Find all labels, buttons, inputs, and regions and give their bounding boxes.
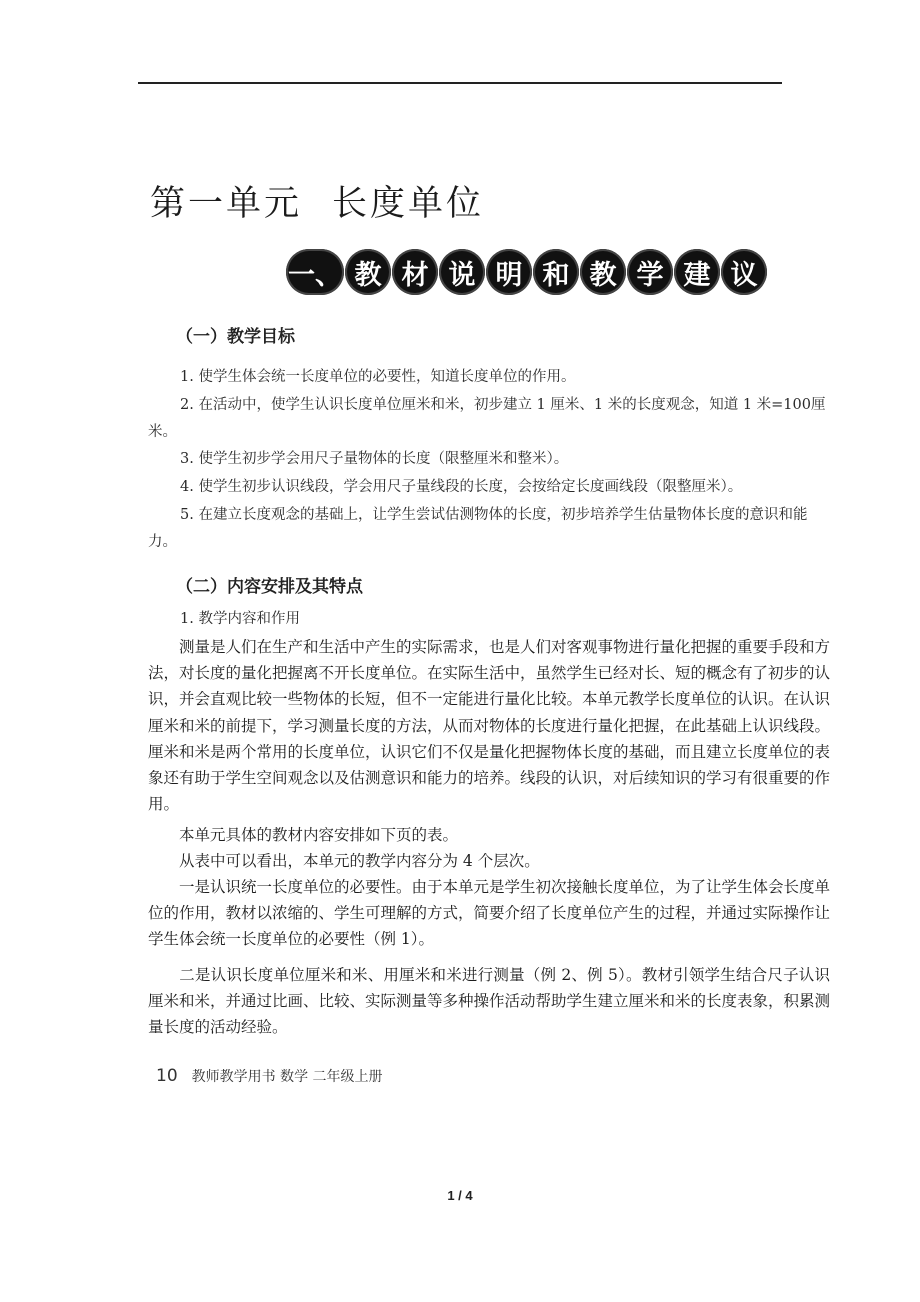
banner-char: 说 — [439, 249, 485, 295]
banner-char: 材 — [392, 249, 438, 295]
banner-char: 教 — [345, 249, 391, 295]
banner-char: 一、 — [286, 249, 344, 295]
goal-item: 1. 使学生体会统一长度单位的必要性，知道长度单位的作用。 — [180, 369, 576, 385]
chapter-name: 长度单位 — [332, 184, 485, 224]
banner-char: 和 — [533, 249, 579, 295]
section-heading-content: （二）内容安排及其特点 — [176, 577, 363, 597]
goal-item: 4. 使学生初步认识线段，学会用尺子量线段的长度，会按给定长度画线段（限整厘米）。 — [180, 479, 743, 495]
banner-char: 建 — [674, 249, 720, 295]
body-paragraph: 本单元具体的教材内容安排如下页的表。 — [179, 826, 459, 844]
banner-char: 议 — [721, 249, 767, 295]
page-indicator: 1 / 4 — [447, 1188, 473, 1203]
goal-item: 3. 使学生初步学会用尺子量物体的长度（限整厘米和整米）。 — [180, 451, 569, 467]
body-paragraph: 二是认识长度单位厘米和米、用厘米和米进行测量（例 2、例 5）。教材引领学生结合尺子认识厘米和米，并通过比画、比较、实际测量等多种操作活动帮助学生建立厘米和米的长度表象，积累测量长度的活动经验。 — [148, 966, 831, 1037]
page-footer — [156, 1066, 383, 1086]
body-paragraph: 测量是人们在生产和生活中产生的实际需求，也是人们对客观事物进行量化把握的重要手段和方法，对长度的量化把握离不开长度单位。在实际生活中，虽然学生已经对长、短的概念有了初步的认识，并会直观比较一些物体的长短，但不一定能进行量化比较。本单元教学长度单位的认识。在认识厘米和米的前提下，学习测量长度的方法，从而对物体的长度进行量化把握，在此基础上认识线段。厘米和米是两个常用的长度单位，认识它们不仅是量化把握物体长度的基础，而且建立长度单位的表象还有助于学生空间观念以及估测意识和能力的培养。线段的认识，对后续知识的学习有很重要的作用。 — [148, 638, 831, 814]
section-banner — [286, 246, 768, 298]
body-paragraph: 一是认识统一长度单位的必要性。由于本单元是学生初次接触长度单位，为了让学生体会长度单位的作用，教材以浓缩的、学生可理解的方式，简要介绍了长度单位产生的过程，并通过实际操作让学生体会统一长度单位的必要性（例 1）。 — [148, 878, 831, 949]
goal-item: 2. 在活动中，使学生认识长度单位厘米和米，初步建立 1 厘米、1 米的长度观念，知道 1 米=100厘米。 — [148, 397, 826, 440]
section-heading-goals: （一）教学目标 — [176, 327, 295, 347]
banner-char: 教 — [580, 249, 626, 295]
chapter-number: 第一单元 — [150, 184, 303, 224]
book-title: 教师教学用书 数学 二年级上册 — [191, 1069, 383, 1085]
banner-char: 学 — [627, 249, 673, 295]
banner-char: 明 — [486, 249, 532, 295]
subheading: 1. 教学内容和作用 — [180, 611, 300, 627]
body-paragraph: 从表中可以看出，本单元的教学内容分为 4 个层次。 — [179, 852, 540, 870]
goal-item: 5. 在建立长度观念的基础上，让学生尝试估测物体的长度，初步培养学生估量物体长度的意识和能力。 — [148, 507, 808, 550]
page-number: 10 — [156, 1066, 178, 1086]
top-rule — [138, 82, 782, 84]
chapter-title — [150, 176, 484, 226]
